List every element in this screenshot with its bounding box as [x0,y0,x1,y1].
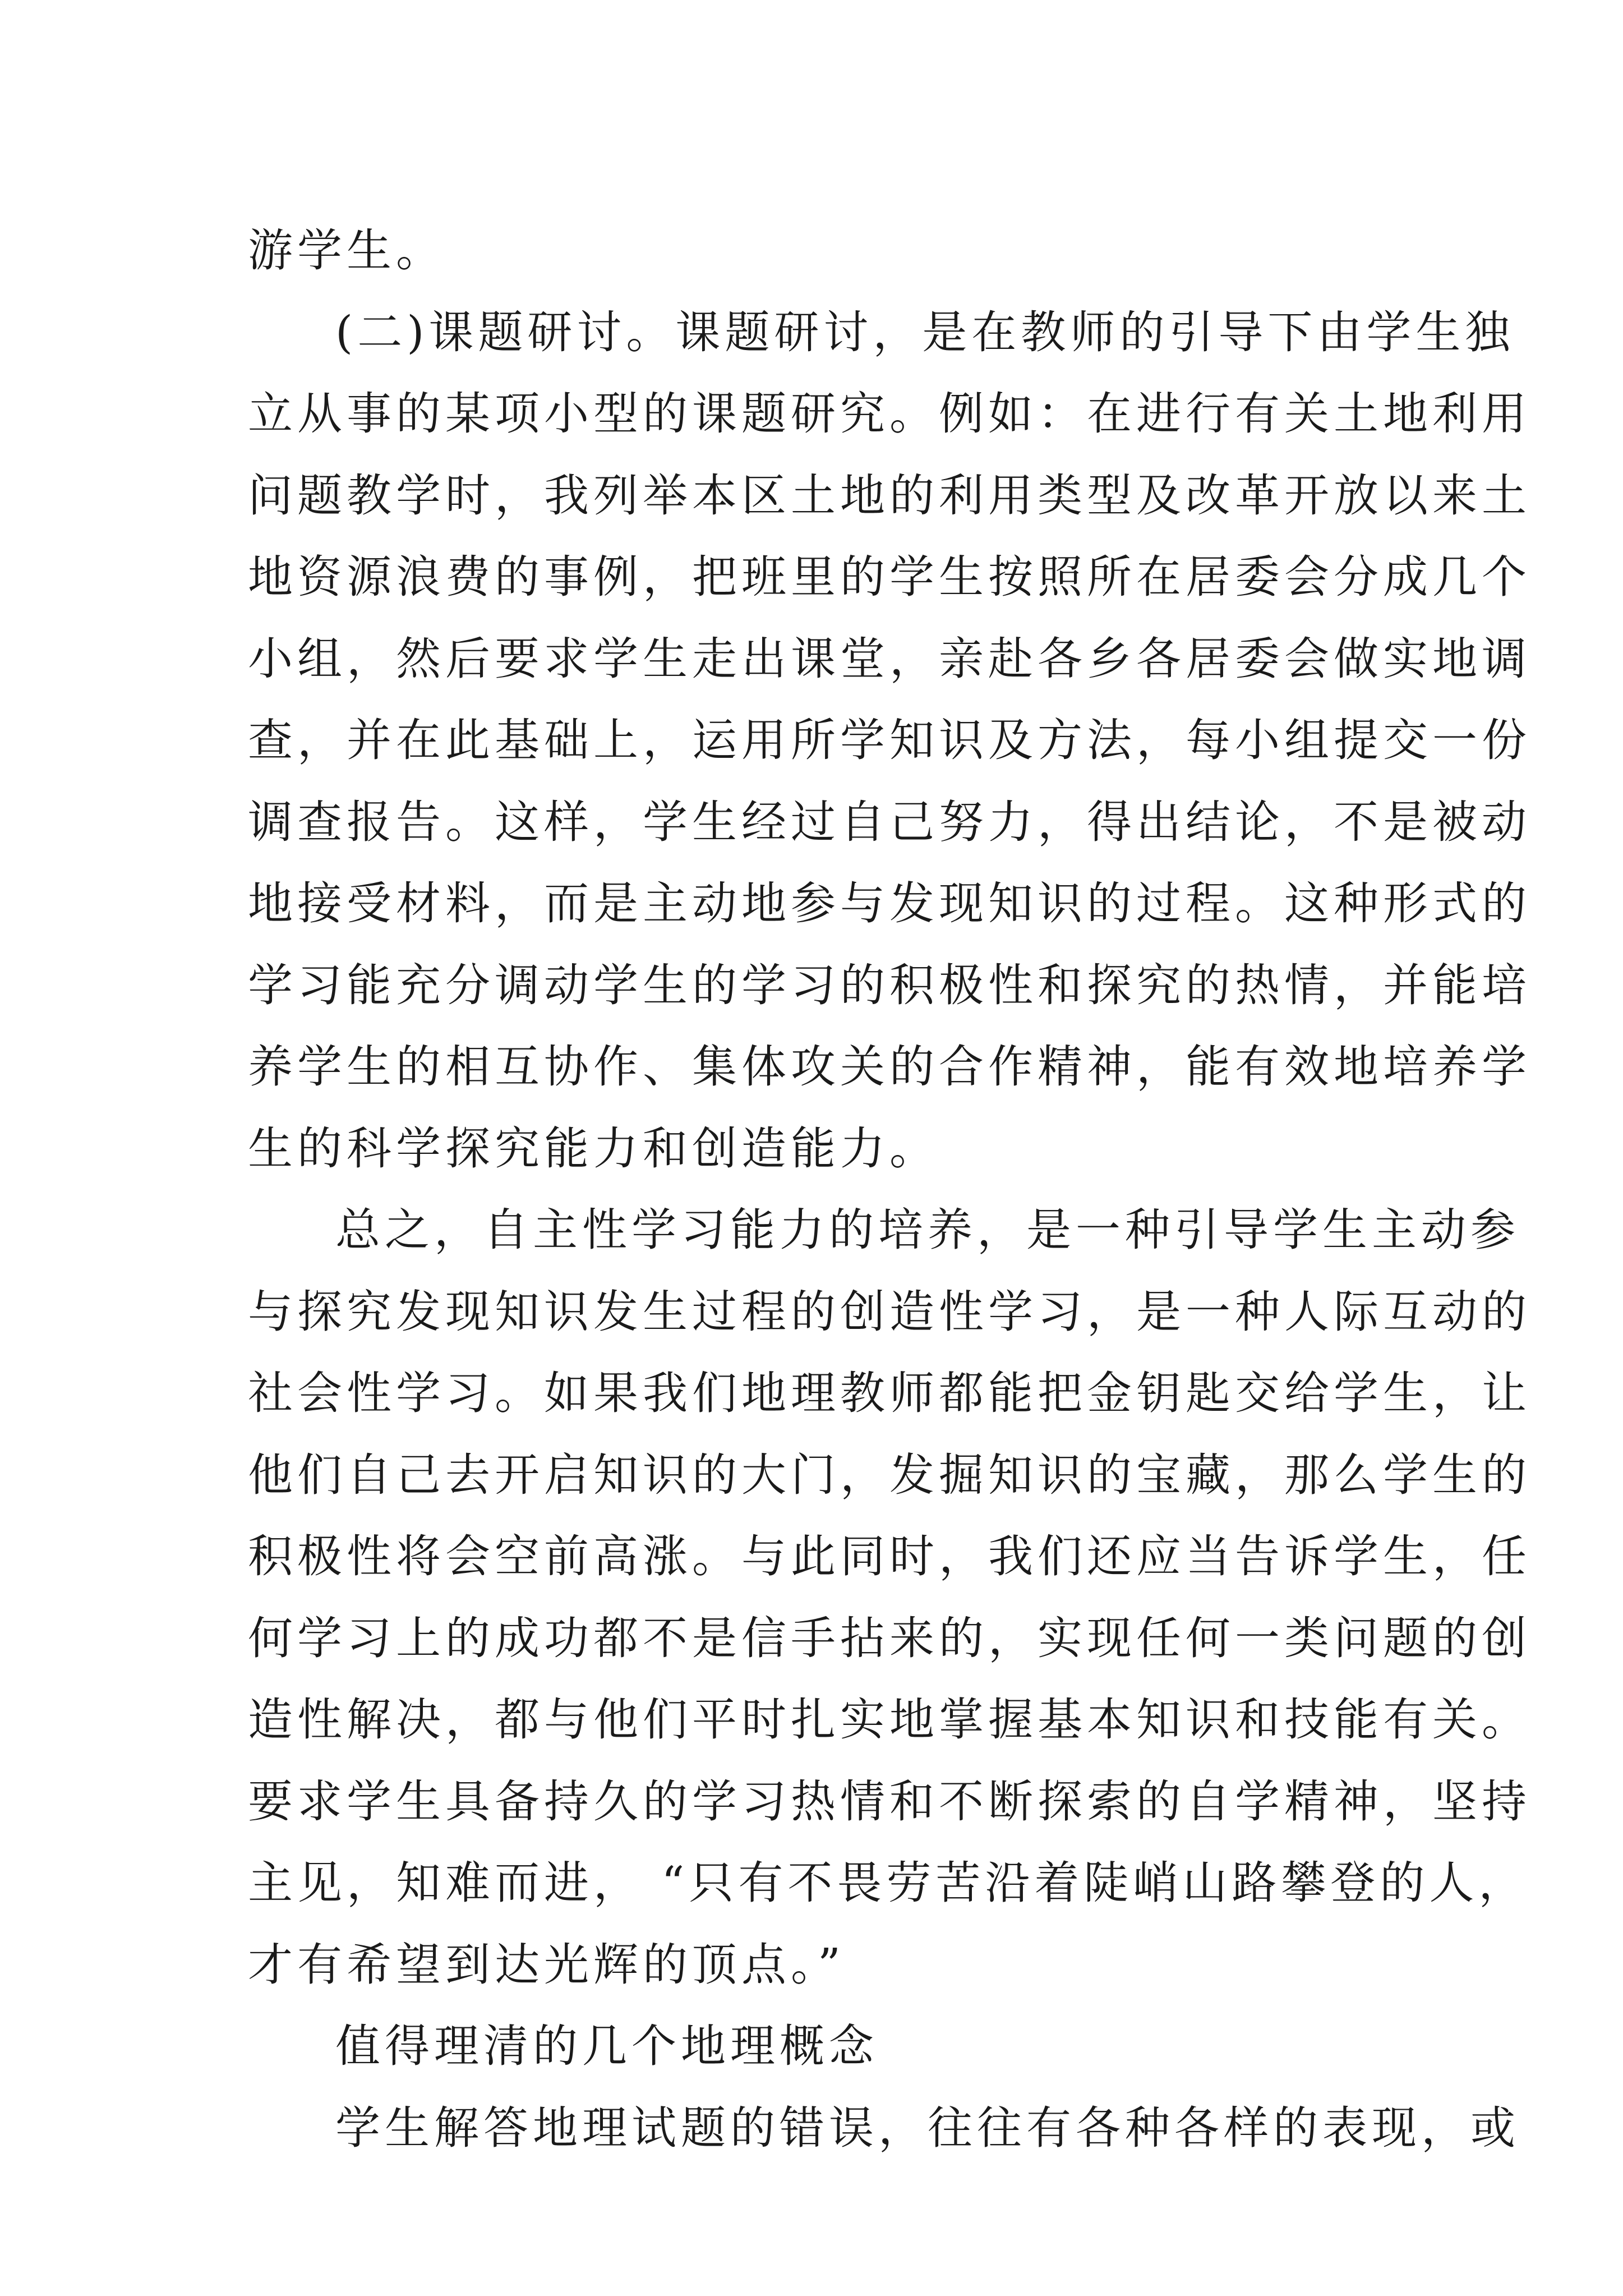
text-line: 学习能充分调动学生的学习的积极性和探究的热情，并能培 [248,959,1531,1011]
body-text [248,210,1531,2169]
text-line: 问题教学时，我列举本区土地的利用类型及改革开放以来土 [248,469,1531,522]
text-line: 地资源浪费的事例，把班里的学生按照所在居委会分成几个 [248,551,1531,603]
text-line: 与探究发现知识发生过程的创造性学习，是一种人际互动的 [248,1285,1531,1338]
text-line: 地接受材料，而是主动地参与发现知识的过程。这种形式的 [248,877,1531,930]
text-line: 积极性将会空前高涨。与此同时，我们还应当告诉学生，任 [248,1530,1531,1582]
text-line: 查，并在此基础上，运用所学知识及方法，每小组提交一份 [248,714,1531,766]
text-line: 学生解答地理试题的错误，往往有各种各样的表现，或 [335,2101,1520,2154]
section-heading: 值得理清的几个地理概念 [335,2020,878,2072]
text-line: 养学生的相互协作、集体攻关的合作精神，能有效地培养学 [248,1041,1531,1093]
text-line: (二)课题研讨。课题研讨，是在教师的引导下由学生独 [335,306,1515,358]
text-line: 造性解决，都与他们平时扎实地掌握基本知识和技能有关。 [248,1694,1531,1746]
text-line: 立从事的某项小型的课题研究。例如：在进行有关土地利用 [248,388,1531,440]
text-line: 小组，然后要求学生走出课堂，亲赴各乡各居委会做实地调 [248,632,1531,685]
text-line: 要求学生具备持久的学习热情和不断探索的自学精神，坚持 [248,1775,1531,1828]
text-line: 他们自己去开启知识的大门，发掘知识的宝藏，那么学生的 [248,1448,1531,1501]
text-line: 主见，知难而进， “只有不畏劳苦沿着陡峭山路攀登的人， [248,1857,1528,1909]
text-line: 何学习上的成功都不是信手拈来的，实现任何一类问题的创 [248,1612,1531,1664]
text-line: 社会性学习。如果我们地理教师都能把金钥匙交给学生，让 [248,1367,1531,1419]
text-line: 总之，自主性学习能力的培养，是一种引导学生主动参 [335,1204,1520,1256]
text-line: 才有希望到达光辉的顶点。” [248,1938,845,1991]
text-line: 生的科学探究能力和创造能力。 [248,1122,939,1175]
text-line: 游学生。 [248,224,445,277]
text-line: 调查报告。这样，学生经过自己努力，得出结论，不是被动 [248,795,1531,848]
